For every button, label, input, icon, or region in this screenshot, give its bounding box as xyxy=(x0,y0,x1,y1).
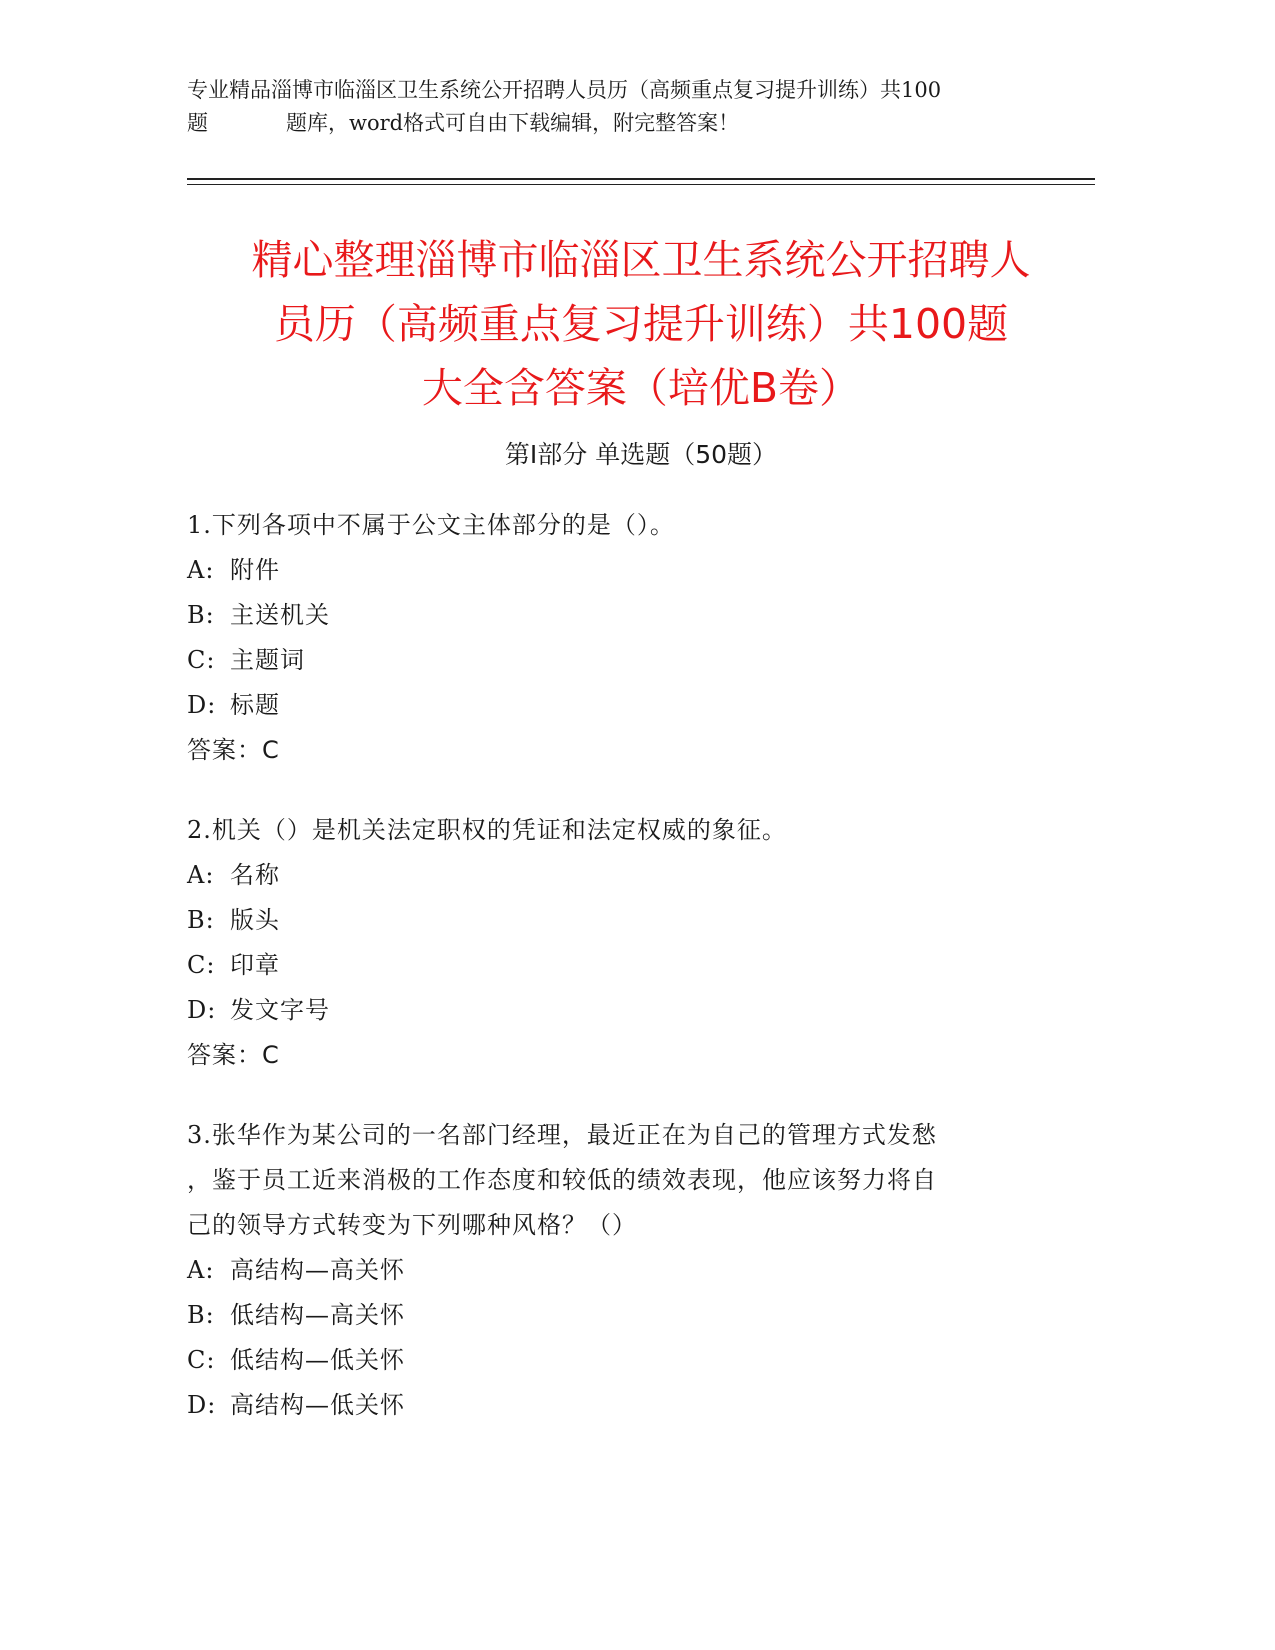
option-d xyxy=(187,988,1067,1033)
option-label: D: xyxy=(187,691,217,719)
option-label: D: xyxy=(187,1391,217,1419)
option-b xyxy=(187,1293,1067,1338)
answer: 答案：C xyxy=(187,1041,280,1069)
question-1 xyxy=(187,503,1067,773)
title-line-3: 大全含答案（培优B卷） xyxy=(421,364,861,412)
option-c xyxy=(187,1338,1067,1383)
option-text: 高结构—高关怀 xyxy=(230,1256,405,1284)
question-3 xyxy=(187,1113,1067,1428)
option-label: D: xyxy=(187,996,217,1024)
option-text: 低结构—低关怀 xyxy=(230,1346,405,1374)
title-line-1: 精心整理淄博市临淄区卫生系统公开招聘人 xyxy=(251,236,1031,284)
option-d xyxy=(187,683,1067,728)
option-label: A: xyxy=(187,1256,215,1284)
question-text-line-2: ，鉴于员工近来消极的工作态度和较低的绩效表现，他应该努力将自 xyxy=(187,1166,937,1194)
option-a xyxy=(187,548,1067,593)
option-label: B: xyxy=(187,906,215,934)
option-label: A: xyxy=(187,861,215,889)
option-b xyxy=(187,898,1067,943)
option-label: C: xyxy=(187,1346,216,1374)
question-2 xyxy=(187,808,1067,1078)
option-c xyxy=(187,943,1067,988)
option-c xyxy=(187,638,1067,683)
option-label: C: xyxy=(187,646,216,674)
option-text: 主送机关 xyxy=(230,601,330,629)
option-a xyxy=(187,1248,1067,1293)
option-text: 版头 xyxy=(230,906,280,934)
option-label: C: xyxy=(187,951,216,979)
option-text: 名称 xyxy=(230,861,280,889)
document-title xyxy=(187,228,1095,420)
header-line-1: 专业精品淄博市临淄区卫生系统公开招聘人员历（高频重点复习提升训练）共100 xyxy=(187,78,942,102)
option-label: A: xyxy=(187,556,215,584)
option-text: 印章 xyxy=(230,951,280,979)
question-text-line-1: 3.张华作为某公司的一名部门经理，最近正在为自己的管理方式发愁 xyxy=(187,1121,937,1149)
header-divider-thick xyxy=(187,178,1095,180)
header-line-2-start: 题 xyxy=(187,111,208,135)
header-line-2-rest: 题库，word格式可自由下载编辑，附完整答案！ xyxy=(286,111,740,135)
option-d xyxy=(187,1383,1067,1428)
option-text: 标题 xyxy=(230,691,280,719)
question-text: 1.下列各项中不属于公文主体部分的是（）。 xyxy=(187,511,675,539)
option-a xyxy=(187,853,1067,898)
option-text: 发文字号 xyxy=(230,996,330,1024)
header-line-2 xyxy=(187,113,1087,134)
option-text: 附件 xyxy=(230,556,280,584)
question-text: 2.机关（）是机关法定职权的凭证和法定权威的象征。 xyxy=(187,816,787,844)
option-text: 低结构—高关怀 xyxy=(230,1301,405,1329)
section-heading: 第I部分 单选题（50题） xyxy=(504,440,778,469)
header-divider-thin xyxy=(187,184,1095,185)
option-label: B: xyxy=(187,1301,215,1329)
option-b xyxy=(187,593,1067,638)
option-text: 高结构—低关怀 xyxy=(230,1391,405,1419)
question-text-line-3: 己的领导方式转变为下列哪种风格？（） xyxy=(187,1211,637,1239)
option-text: 主题词 xyxy=(230,646,305,674)
title-line-2: 员历（高频重点复习提升训练）共100题 xyxy=(273,300,1009,348)
option-label: B: xyxy=(187,601,215,629)
answer: 答案：C xyxy=(187,736,280,764)
